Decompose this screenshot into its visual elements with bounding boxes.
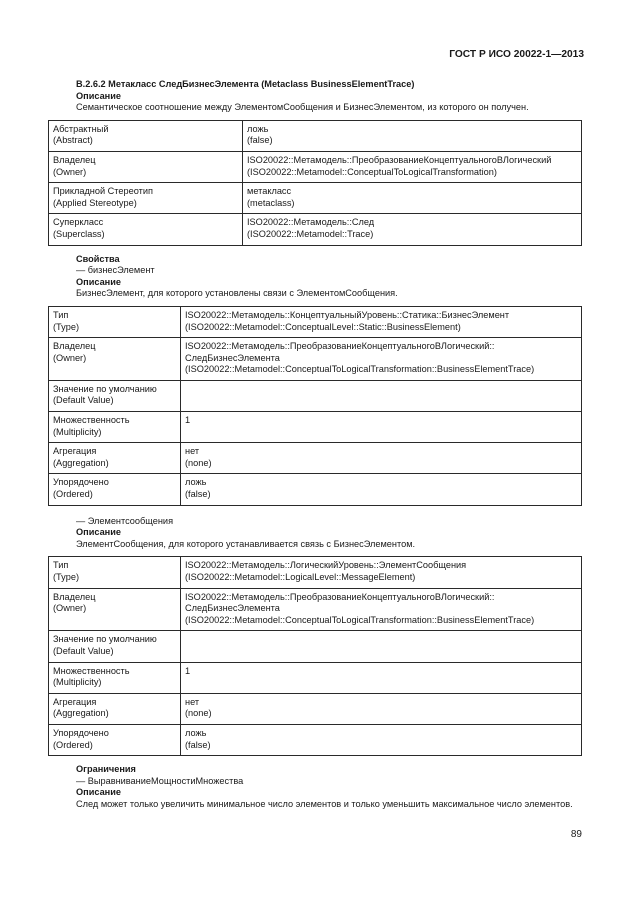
properties-heading: Свойства (76, 253, 120, 264)
property-key-cell (49, 306, 181, 337)
table-row (49, 631, 582, 662)
property-value-cell (181, 412, 582, 443)
table-row (49, 151, 582, 182)
table-row (49, 693, 582, 724)
property-value-cell (181, 380, 582, 411)
property-value-line: (ISO20022::Metamodel::Trace) (247, 228, 374, 239)
message-element-table (48, 556, 582, 756)
property-value-line: (none) (185, 708, 212, 719)
property-name: — Элементсообщения (76, 515, 174, 526)
property-value-cell (181, 443, 582, 474)
property-key-line: Значение по умолчанию (53, 383, 157, 394)
table-row (49, 557, 582, 588)
property-value-line: (ISO20022::Metamodel::LogicalLevel::MessageElement) (185, 572, 416, 582)
property-key-line: (Applied Stereotype) (53, 197, 137, 208)
property-value-line: (ISO20022::Metamodel::ConceptualToLogicalTransformation::BusinessElementTrace) (185, 614, 535, 625)
property-key-line: Абстрактный (53, 123, 109, 134)
property-value-cell (181, 557, 582, 588)
property-key-line: Агрегация (53, 446, 97, 457)
property-key-line: (Aggregation) (53, 708, 109, 719)
property-value-cell (181, 306, 582, 337)
property-key-cell (49, 693, 181, 724)
business-element-table (48, 306, 582, 506)
property-key-cell (49, 443, 181, 474)
property-value-line: ложь (185, 477, 207, 488)
property-key-cell (49, 151, 243, 182)
property-description-heading: Описание (76, 276, 121, 287)
property-value-line: нет (185, 696, 200, 707)
property-value-line: (ISO20022::Metamodel::ConceptualToLogicalTransformation::BusinessElementTrace) (185, 364, 535, 375)
property-value-cell (243, 120, 582, 151)
metaclass-properties-table (48, 120, 582, 246)
property-key-cell (49, 380, 181, 411)
property-value-line: (ISO20022::Metamodel::ConceptualLevel::Static::BusinessElement) (185, 321, 461, 332)
property-value-cell (243, 151, 582, 182)
property-value-line: метакласс (247, 186, 292, 197)
property-key-line: Владелец (53, 591, 96, 602)
property-value-line: ISO20022::Метамодель::След (247, 217, 375, 228)
table-row (49, 214, 582, 245)
description-heading: Описание (76, 90, 121, 101)
property-key-cell (49, 338, 181, 381)
property-key-line: (Type) (53, 321, 80, 332)
property-key-cell (49, 183, 243, 214)
property-key-line: (Type) (53, 572, 80, 582)
property-value-line: 1 (185, 415, 191, 426)
property-key-line: (Owner) (53, 352, 87, 363)
page-number: 89 (570, 829, 582, 840)
property-key-line: Упорядочено (53, 727, 109, 738)
property-key-line: Владелец (53, 154, 96, 165)
table-row (49, 588, 582, 631)
table-row (49, 306, 582, 337)
table-row (49, 380, 582, 411)
constraints-heading: Ограничения (76, 764, 136, 775)
property-value-line: (metaclass) (247, 197, 295, 208)
property-value-cell (243, 183, 582, 214)
property-value-line: СледБизнесЭлемента (185, 352, 280, 363)
property-value-line: нет (185, 446, 200, 457)
property-value-line: (ISO20022::Metamodel::ConceptualToLogicalTransformation) (247, 166, 497, 177)
property-key-line: (Default Value) (53, 395, 114, 406)
property-key-line: (Aggregation) (53, 457, 109, 468)
property-value-line: 1 (185, 665, 191, 676)
property-key-line: Множественность (53, 665, 130, 676)
property-description: БизнесЭлемент, для которого установлены связи с ЭлементомСообщения. (76, 288, 398, 299)
property-key-line: Упорядочено (53, 477, 109, 488)
property-key-line: Тип (53, 309, 69, 320)
table-row (49, 724, 582, 755)
property-key-cell (49, 662, 181, 693)
table-row (49, 183, 582, 214)
table-row (49, 120, 582, 151)
property-value-cell (181, 693, 582, 724)
property-key-line: (Superclass) (53, 228, 105, 239)
property-key-cell (49, 412, 181, 443)
property-key-cell (49, 214, 243, 245)
property-key-line: Агрегация (53, 696, 97, 707)
property-value-line: ложь (185, 727, 207, 738)
property-value-line: ложь (247, 123, 269, 134)
table-row (49, 443, 582, 474)
constraint-name: — ВыравниваниеМощностиМножества (76, 775, 244, 786)
property-value-line: ISO20022::Метамодель::ЛогическийУровень::ЭлементСообщения (185, 560, 467, 571)
property-key-line: (Multiplicity) (53, 426, 102, 437)
property-key-line: Тип (53, 560, 69, 571)
property-key-cell (49, 120, 243, 151)
property-value-line: (false) (185, 739, 211, 750)
property-value-line: (none) (185, 457, 212, 468)
property-value-cell (243, 214, 582, 245)
property-description: ЭлементСообщения, для которого устанавливается связь с БизнесЭлементом. (76, 538, 416, 549)
property-value-line: ISO20022::Метамодель::КонцептуальныйУровень::Статика::БизнесЭлемент (185, 309, 510, 320)
constraint-description: След может только увеличить минимальное число элементов и только уменьшить максимальное число элементов. (76, 798, 573, 809)
property-key-cell (49, 474, 181, 505)
property-key-cell (49, 588, 181, 631)
property-key-line: (Owner) (53, 166, 87, 177)
property-key-line: Владелец (53, 341, 96, 352)
section-title: В.2.6.2 Метакласс СледБизнесЭлемента (Metaclass BusinessElementTrace) (76, 79, 415, 89)
property-value-line: ISO20022::Метамодель::ПреобразованиеКонцептуальногоВЛогический (247, 154, 552, 165)
property-key-line: (Ordered) (53, 739, 93, 750)
property-key-line: Значение по умолчанию (53, 634, 157, 645)
property-value-cell (181, 662, 582, 693)
property-value-cell (181, 588, 582, 631)
property-key-line: (Default Value) (53, 645, 114, 656)
property-value-cell (181, 631, 582, 662)
property-value-cell (181, 338, 582, 381)
property-key-line: (Multiplicity) (53, 677, 102, 688)
property-value-line: СледБизнесЭлемента (185, 603, 280, 614)
property-value-cell (181, 474, 582, 505)
description-text: Семантическое соотношение между ЭлементомСообщения и БизнесЭлементом, из которого он получен. (76, 102, 529, 113)
property-key-line: (Owner) (53, 603, 87, 614)
table-row (49, 662, 582, 693)
property-value-line: ISO20022::Метамодель::ПреобразованиеКонцептуальногоВЛогический:: (185, 341, 495, 352)
property-key-line: Прикладной Стереотип (53, 186, 153, 197)
table-row (49, 474, 582, 505)
property-key-cell (49, 724, 181, 755)
property-key-cell (49, 557, 181, 588)
property-value-line: (false) (247, 135, 273, 146)
page-content (48, 79, 582, 811)
property-description-heading: Описание (76, 527, 121, 538)
table-row (49, 412, 582, 443)
property-value-line: ISO20022::Метамодель::ПреобразованиеКонцептуальногоВЛогический:: (185, 591, 495, 602)
property-key-line: Суперкласс (53, 217, 104, 228)
property-value-cell (181, 724, 582, 755)
property-name: — бизнесЭлемент (76, 265, 155, 276)
property-value-line: (false) (185, 489, 211, 500)
table-row (49, 338, 582, 381)
property-key-cell (49, 631, 181, 662)
property-key-line: Множественность (53, 415, 130, 426)
property-key-line: (Abstract) (53, 135, 93, 146)
property-key-line: (Ordered) (53, 489, 93, 500)
constraint-description-heading: Описание (76, 787, 121, 798)
document-header: ГОСТ Р ИСО 20022-1—2013 (449, 49, 584, 60)
